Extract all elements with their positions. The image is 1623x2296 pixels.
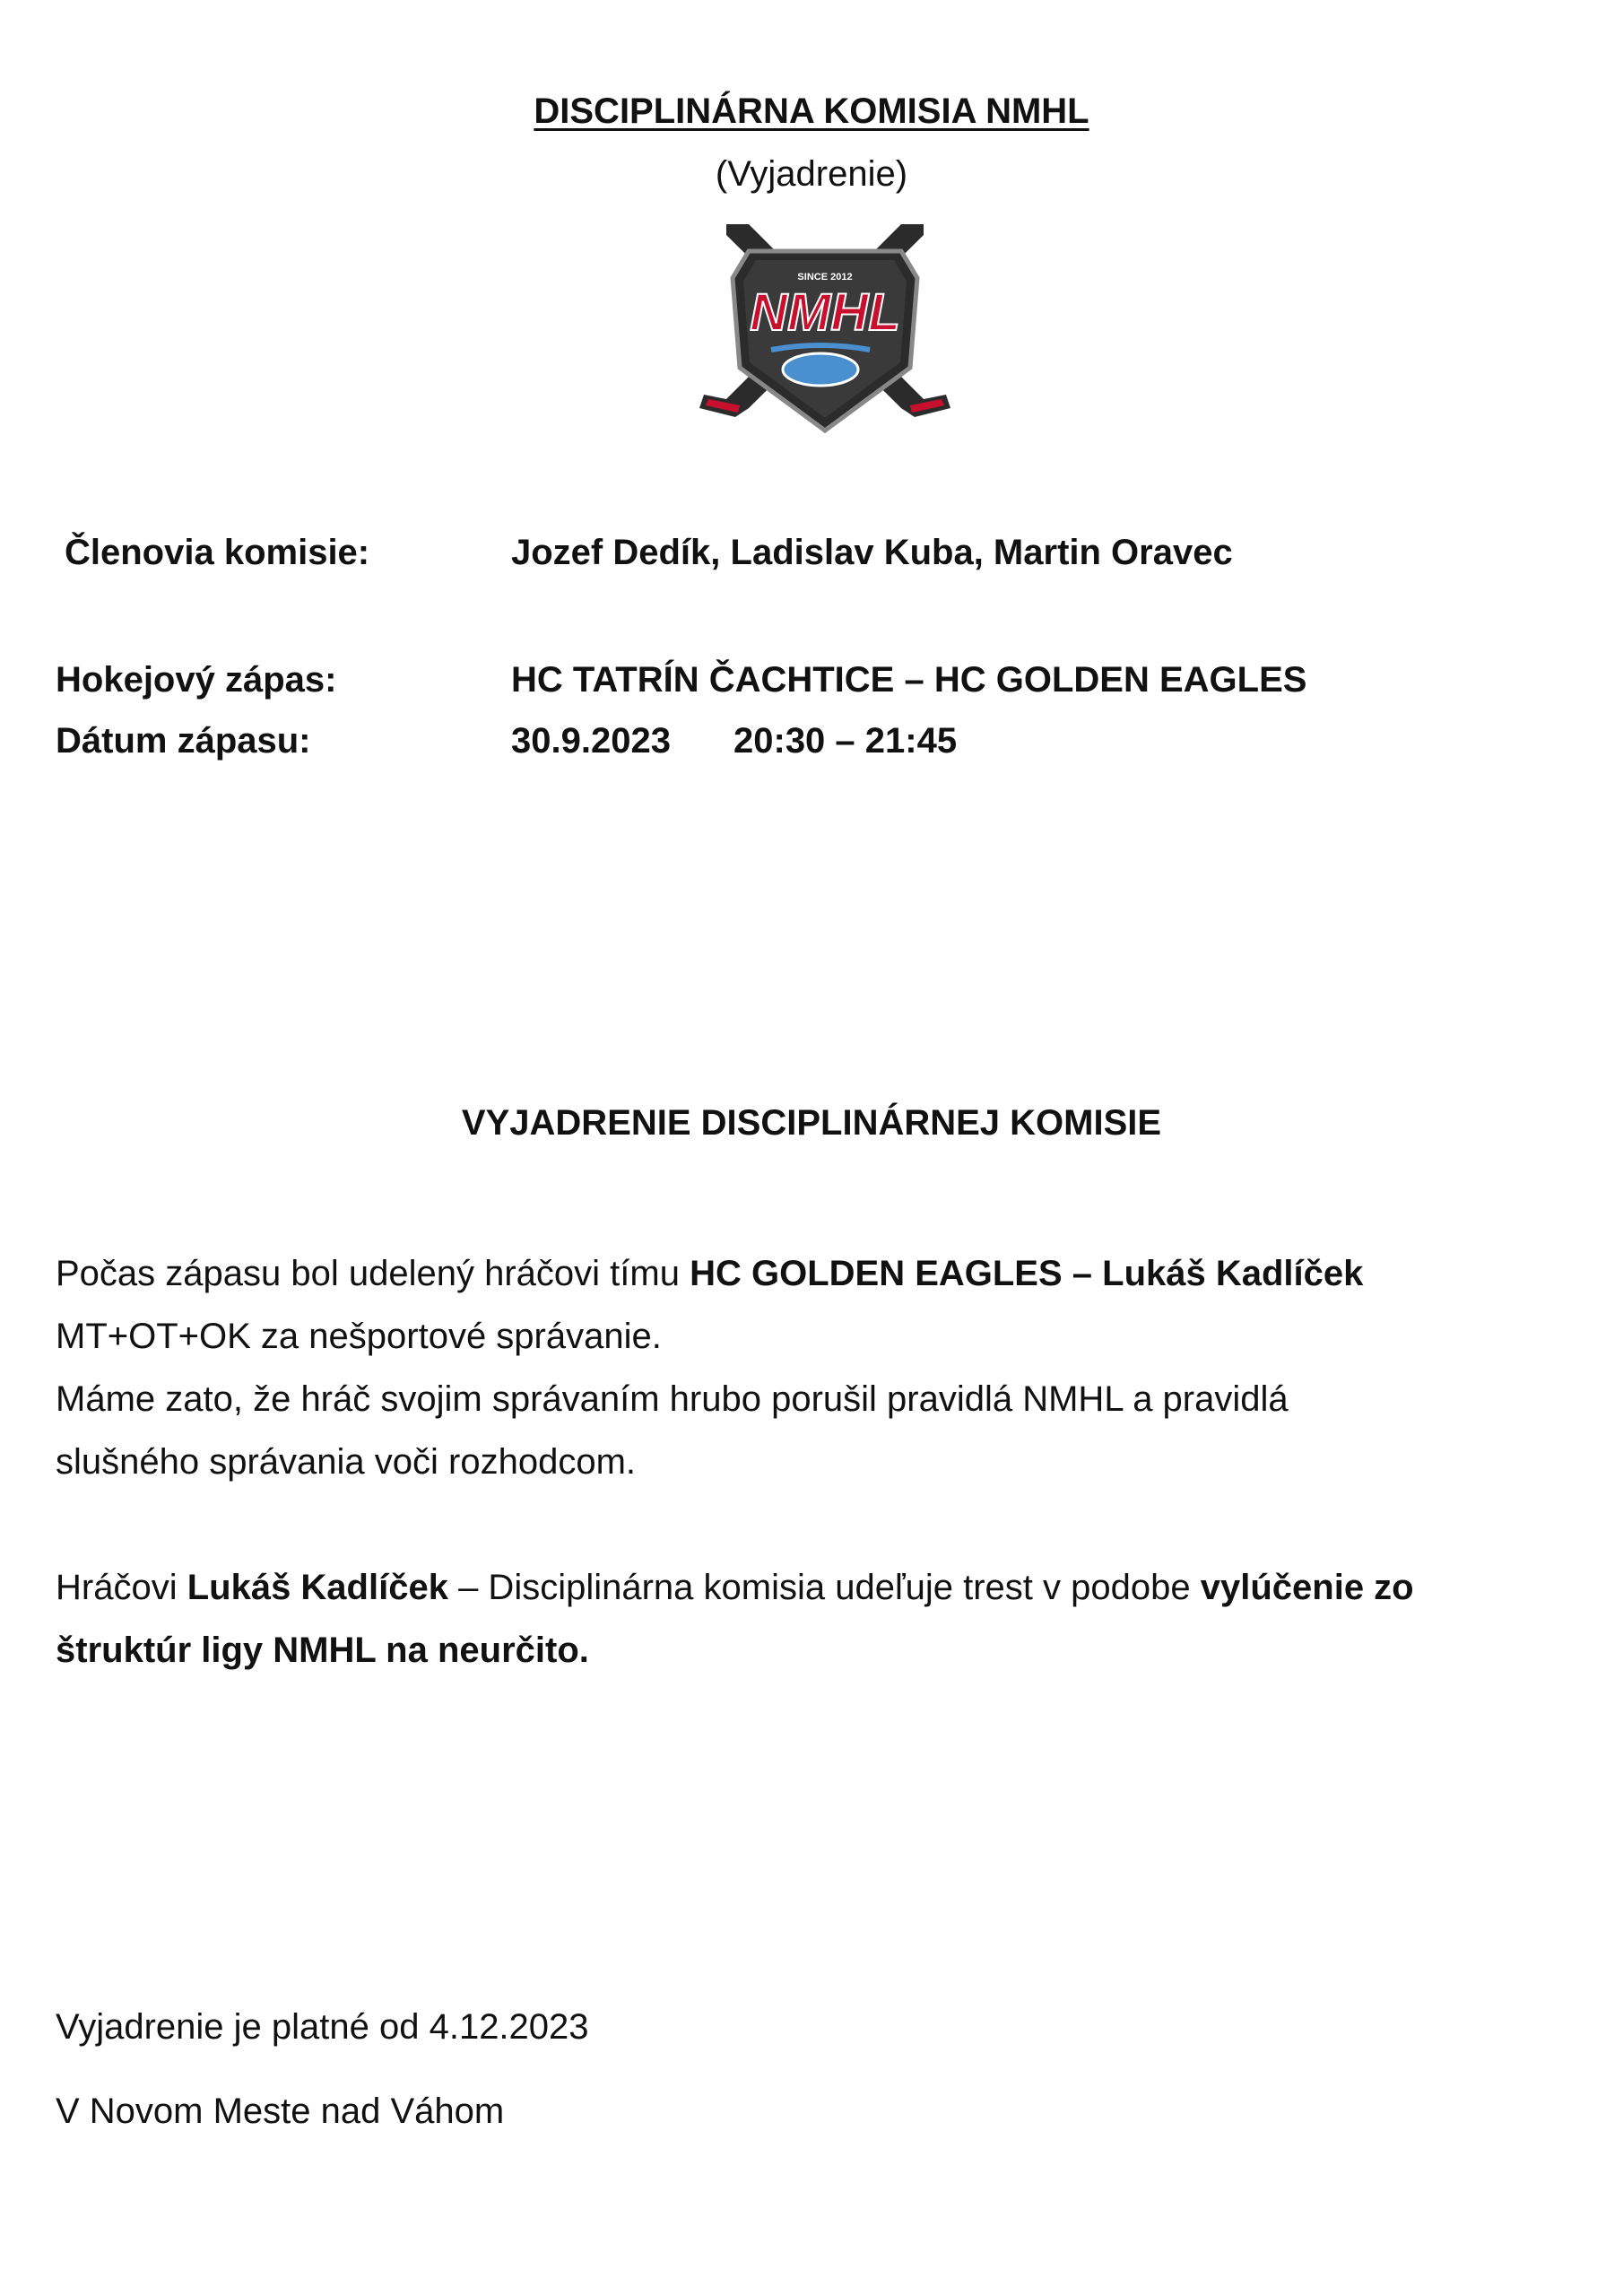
place-text: V Novom Meste nad Váhom: [56, 2092, 505, 2131]
members-label: Členovia komisie:: [65, 533, 370, 572]
statement-heading: VYJADRENIE DISCIPLINÁRNEJ KOMISIE: [461, 1103, 1162, 1143]
p2-penalty: vylúčenie zo: [1200, 1568, 1414, 1607]
p2-penalty-continued: štruktúr ligy NMHL na neurčito.: [56, 1631, 589, 1670]
match-label: Hokejový zápas:: [56, 660, 337, 700]
p2-text-2: – Disciplinárna komisia udeľuje trest v podobe: [447, 1568, 1201, 1607]
members-value: Jozef Dedík, Ladislav Kuba, Martin Oravec: [511, 533, 1233, 572]
paragraph-1-line-4: slušného správania voči rozhodcom.: [56, 1442, 637, 1482]
document-title: DISCIPLINÁRNA KOMISIA NMHL: [534, 91, 1089, 131]
p1-team-player: HC GOLDEN EAGLES – Lukáš Kadlíček: [690, 1254, 1364, 1293]
paragraph-2-line-1: [56, 1556, 1580, 1619]
paragraph-1-line-3: Máme zato, že hráč svojim správaním hrubo porušil pravidlá NMHL a pravidlá: [56, 1379, 1289, 1419]
p2-text-1: Hráčovi: [56, 1568, 187, 1607]
logo-since-text: SINCE 2012: [797, 272, 853, 283]
p2-player: Lukáš Kadlíček: [187, 1568, 448, 1607]
paragraph-1-line-1: [56, 1242, 1580, 1305]
paragraph-1-line-2: MT+OT+OK za nešportové správanie.: [56, 1317, 662, 1356]
puck-icon: [783, 353, 858, 386]
match-value: HC TATRÍN ČACHTICE – HC GOLDEN EAGLES: [511, 660, 1307, 700]
paragraph-2-line-2: [56, 1619, 1580, 1682]
date-label: Dátum zápasu:: [56, 721, 311, 761]
logo-wordmark: NMHL: [750, 283, 900, 342]
document-subtitle: (Vyjadrenie): [715, 154, 908, 194]
time-value: 20:30 – 21:45: [733, 721, 958, 761]
valid-from-text: Vyjadrenie je platné od 4.12.2023: [56, 2007, 589, 2047]
date-value: 30.9.2023: [511, 721, 671, 761]
nmhl-logo-graphic: [686, 215, 964, 439]
statement-paragraph-1: [56, 1242, 1580, 1493]
statement-paragraph-2: [56, 1556, 1580, 1682]
p1-text: Počas zápasu bol udelený hráčovi tímu: [56, 1254, 690, 1293]
nmhl-logo: [686, 215, 964, 439]
